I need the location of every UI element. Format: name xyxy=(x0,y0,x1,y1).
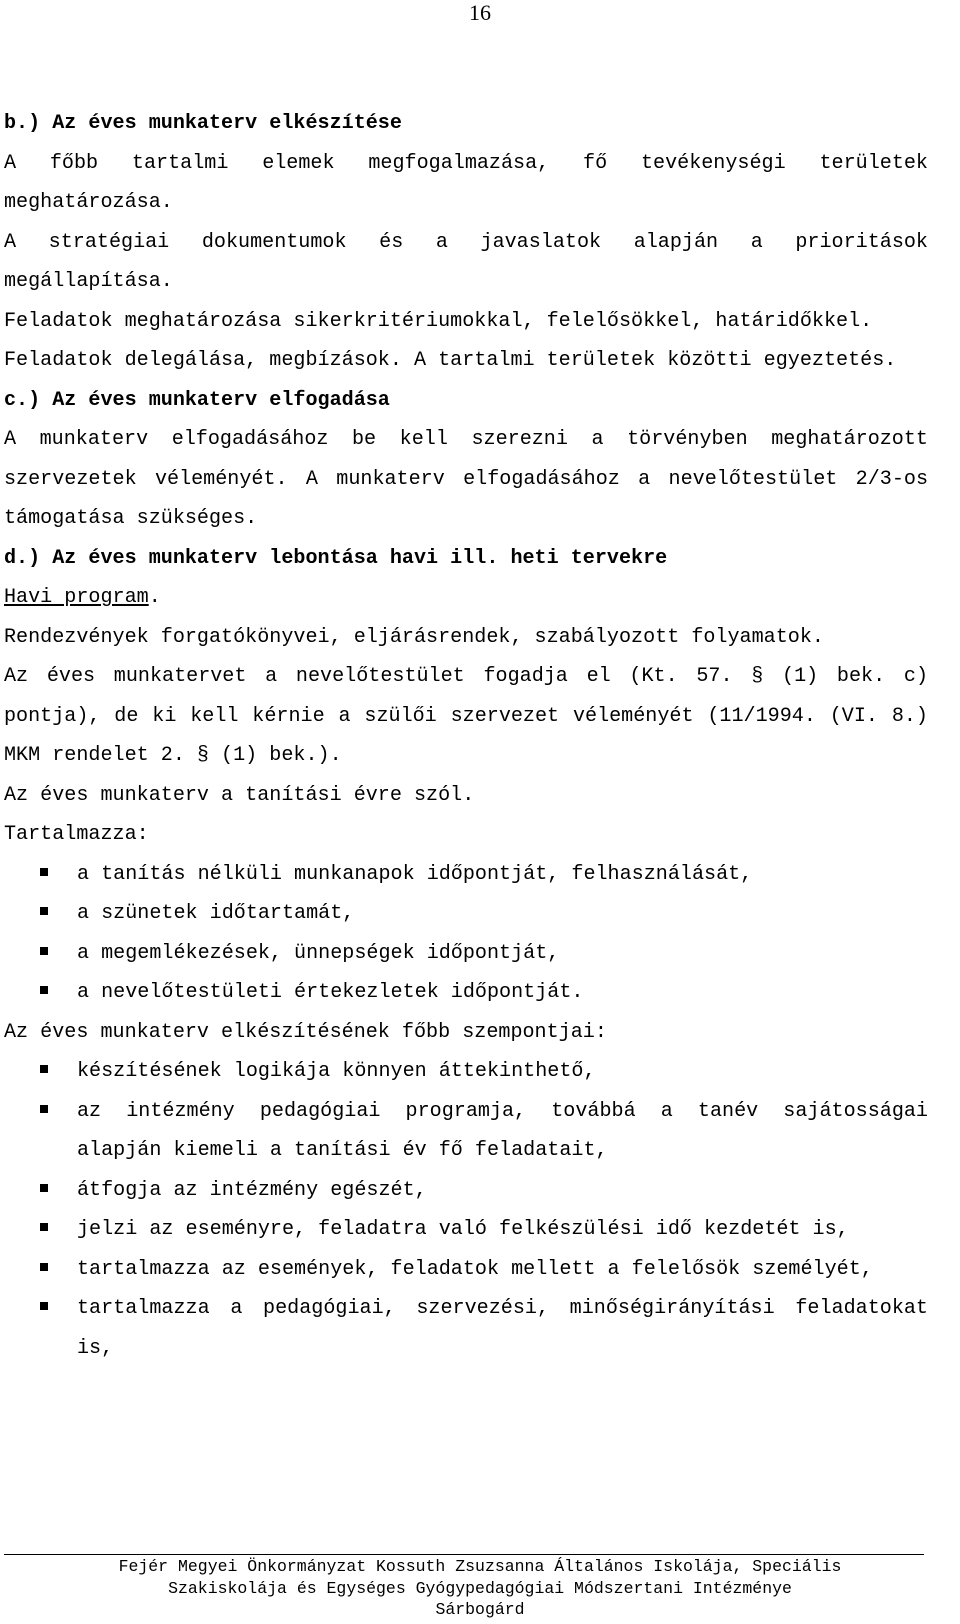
list-item: a tanítás nélküli munkanapok időpontját, felhasználását, xyxy=(77,855,928,895)
footer-divider xyxy=(4,1554,924,1555)
footer-line-2: Szakiskolája és Egységes Gyógypedagógiai Módszertani Intézménye xyxy=(168,1578,792,1598)
section-b-heading: b.) Az éves munkaterv elkészítése xyxy=(4,112,402,135)
szempontok-label: Az éves munkaterv elkészítésének főbb szempontjai: xyxy=(4,1020,607,1044)
footer-line-1: Fejér Megyei Önkormányzat Kossuth Zsuzsanna Általános Iskolája, Speciális xyxy=(118,1557,842,1576)
list-item: tartalmazza az események, feladatok mellett a felelősök személyét, xyxy=(77,1250,928,1290)
list-item: jelzi az eseményre, feladatra való felkészülési idő kezdetét is, xyxy=(77,1210,928,1250)
section-c-heading: c.) Az éves munkaterv elfogadása xyxy=(4,388,390,412)
section-b-paragraph-3: Feladatok meghatározása sikerkritériumokkal, felelősökkel, határidőkkel. xyxy=(4,309,873,333)
tanitasi-ev-paragraph: Az éves munkaterv a tanítási évre szól. xyxy=(4,783,475,807)
document-body xyxy=(4,104,928,1368)
tartalmazza-list xyxy=(4,855,928,1013)
list-item: tartalmazza a pedagógiai, szervezési, minőségirányítási feladatokat is, xyxy=(77,1289,928,1368)
szempontok-list xyxy=(4,1052,928,1368)
havi-program-period: . xyxy=(148,586,161,609)
havi-program-line xyxy=(4,578,928,618)
section-d-heading: d.) Az éves munkaterv lebontása havi ill. heti tervekre xyxy=(4,546,668,570)
list-item: a nevelőtestületi értekezletek időpontját. xyxy=(77,973,928,1013)
rendezvenyek-paragraph: Rendezvények forgatókönyvei, eljárásrendek, szabályozott folyamatok. xyxy=(4,625,824,649)
page-number: 16 xyxy=(469,0,491,25)
section-b-paragraph-2: A stratégiai dokumentumok és a javaslatok alapján a prioritások megállapítása. xyxy=(4,230,928,293)
elfogadas-paragraph: Az éves munkatervet a nevelőtestület fogadja el (Kt. 57. § (1) bek. c) pontja), de ki kell kérnie a szülői szervezet véleményét (11/1994. (VI. 8.) MKM rendelet 2. § (1) bek.). xyxy=(4,665,928,767)
list-item: a megemlékezések, ünnepségek időpontját, xyxy=(77,934,928,974)
page-footer xyxy=(0,1556,960,1621)
section-b-paragraph-1: A főbb tartalmi elemek megfogalmazása, fő tevékenységi területek meghatározása. xyxy=(4,151,928,214)
list-item: készítésének logikája könnyen áttekinthető, xyxy=(77,1052,928,1092)
section-c-paragraph: A munkaterv elfogadásához be kell szerezni a törvényben meghatározott szervezetek véleményét. A munkaterv elfogadásához a nevelőtestület 2/3-os támogatása szükséges. xyxy=(4,428,928,530)
list-item: az intézmény pedagógiai programja, továbbá a tanév sajátosságai alapján kiemeli a tanítási év fő feladatait, xyxy=(77,1092,928,1171)
tartalmazza-label: Tartalmazza: xyxy=(4,823,149,846)
list-item: átfogja az intézmény egészét, xyxy=(77,1171,928,1211)
footer-line-3: Sárbogárd xyxy=(435,1600,525,1619)
section-b-paragraph-4: Feladatok delegálása, megbízások. A tartalmi területek közötti egyeztetés. xyxy=(4,349,897,372)
havi-program-label: Havi program xyxy=(4,586,149,609)
list-item: a szünetek időtartamát, xyxy=(77,894,928,934)
